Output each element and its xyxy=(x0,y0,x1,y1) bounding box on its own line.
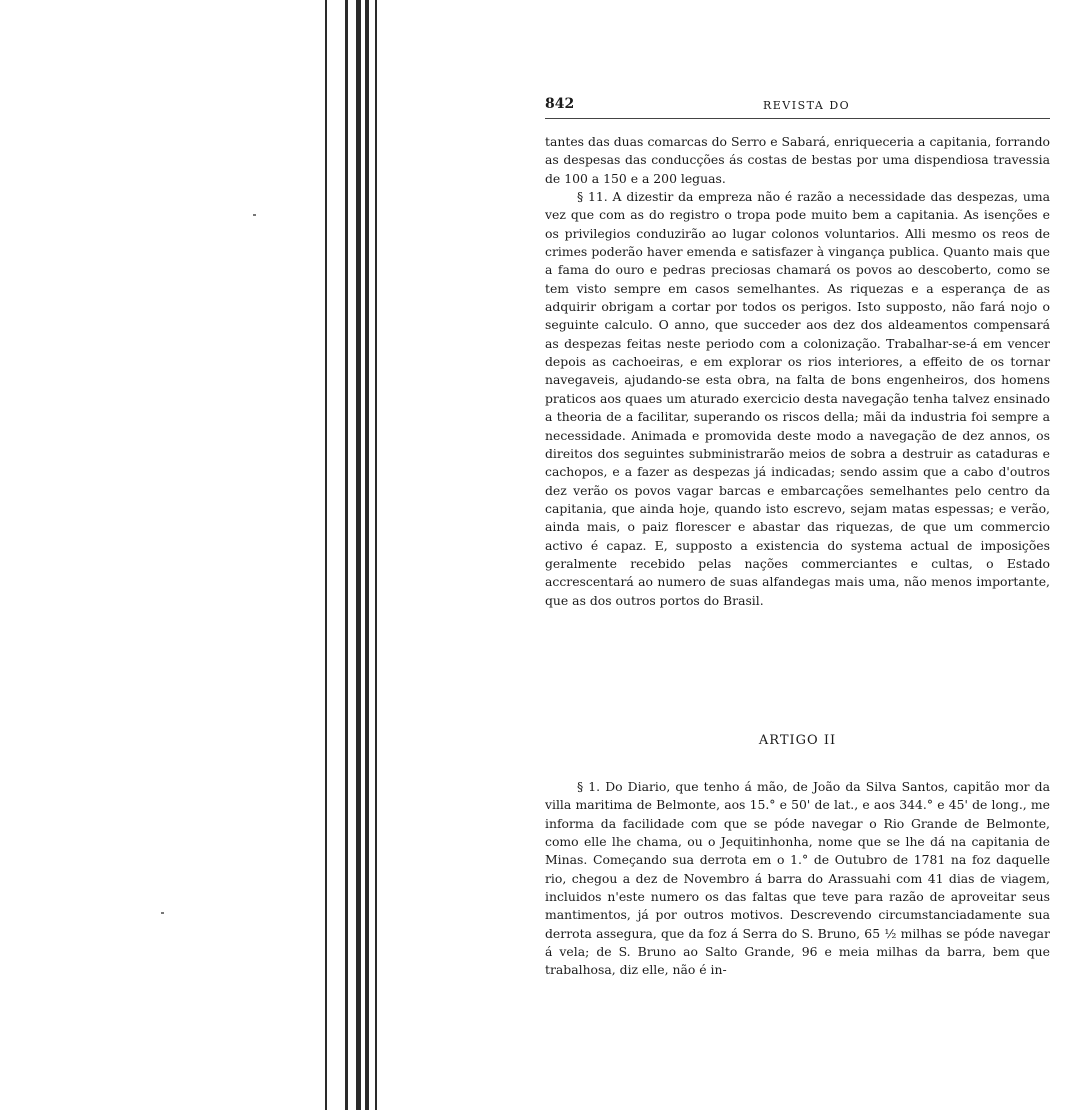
page-number: 842 xyxy=(545,96,575,112)
binding-shadow xyxy=(325,0,327,1110)
header-rule xyxy=(545,118,1050,119)
paragraph: § 11. A dizestir da empreza não é razão a necessidade das despezas, uma vez que com as do registro o tropa pode muito bem a capitania. As isenções e os privilegios conduzirão ao lugar colonos voluntarios. Alli mesmo os reos de crimes poderão haver emenda e satisfazer à vingança publica. Quanto mais que a fama do ouro e pedras preciosas chamará os povos ao descoberto, como se tem visto sempre em casos semelhantes. As riquezas e a esperança de as adquirir obrigam a cortar por todos os perigos. Isto supposto, não fará nojo o seguinte calculo. O anno, que succeder aos dez dos aldeamentos compensará as despezas feitas neste periodo com a colonização. Trabalhar-se-á em vencer depois as cachoeiras, e em explorar os rios interiores, a effeito de os tornar navegaveis, ajudando-se esta obra, na falta de bons engenheiros, dos homens praticos aos quaes um aturado exercicio desta navegação tenha talvez ensinado a theoria de a facilitar, superando os riscos della; mãi da industria foi sempre a necessidade. Animada e promovida deste modo a navegação de dez annos, os direitos dos seguintes subministrarão meios de sobra a destruir as cataduras e cachopos, e a fazer as despezas já indicadas; sendo assim que a cabo d'outros dez verão os povos vagar barcas e embarcações semelhantes pelo centro da capitania, que ainda hoje, quando isto escrevo, sejam matas espessas; e verão, ainda mais, o paiz florescer e abastar das riquezas, de que um commercio activo é capaz. E, supposto a existencia do systema actual de imposições geralmente recebido pelas nações commerciantes e cultas, o Estado accrescentará ao numero de suas alfandegas mais uma, não menos importante, que as dos outros portos do Brasil. xyxy=(545,189,1050,608)
paragraph: tantes das duas comarcas do Serro e Sabará, enriqueceria a capitania, forrando as despesas das conducções ás costas de bestas por uma dispendiosa travessia de 100 a 150 e a 200 leguas. xyxy=(545,134,1050,186)
section-heading: ARTIGO II xyxy=(758,733,837,748)
binding-shadow xyxy=(365,0,369,1110)
scan-speck xyxy=(253,214,256,216)
article-body-top xyxy=(545,133,1050,610)
binding-shadow xyxy=(375,0,377,1110)
running-title: REVISTA DO xyxy=(763,99,851,112)
article-body-bottom xyxy=(545,778,1050,980)
paragraph: § 1. Do Diario, que tenho á mão, de João da Silva Santos, capitão mor da villa maritima de Belmonte, aos 15.° e 50' de lat., e aos 344.° e 45' de long., me informa da facilidade com que se póde navegar o Rio Grande de Belmonte, como elle lhe chama, ou o Jequitinhonha, nome que se lhe dá na capitania de Minas. Começando sua derrota em o 1.° de Outubro de 1781 na foz daquelle rio, chegou a dez de Novembro á barra do Arassuahi com 41 dias de viagem, incluidos n'este numero os das faltas que teve para razão de aproveitar seus mantimentos, já por outros motivos. Descrevendo circumstanciadamente sua derrota assegura, que da foz á Serra do S. Bruno, 65 ½ milhas se póde navegar á vela; de S. Bruno ao Salto Grande, 96 e meia milhas da barra, bem que trabalhosa, diz elle, não é in- xyxy=(545,779,1050,978)
binding-shadow xyxy=(356,0,361,1110)
scan-speck xyxy=(161,912,164,914)
binding-shadow xyxy=(345,0,348,1110)
page-header xyxy=(545,96,1050,116)
